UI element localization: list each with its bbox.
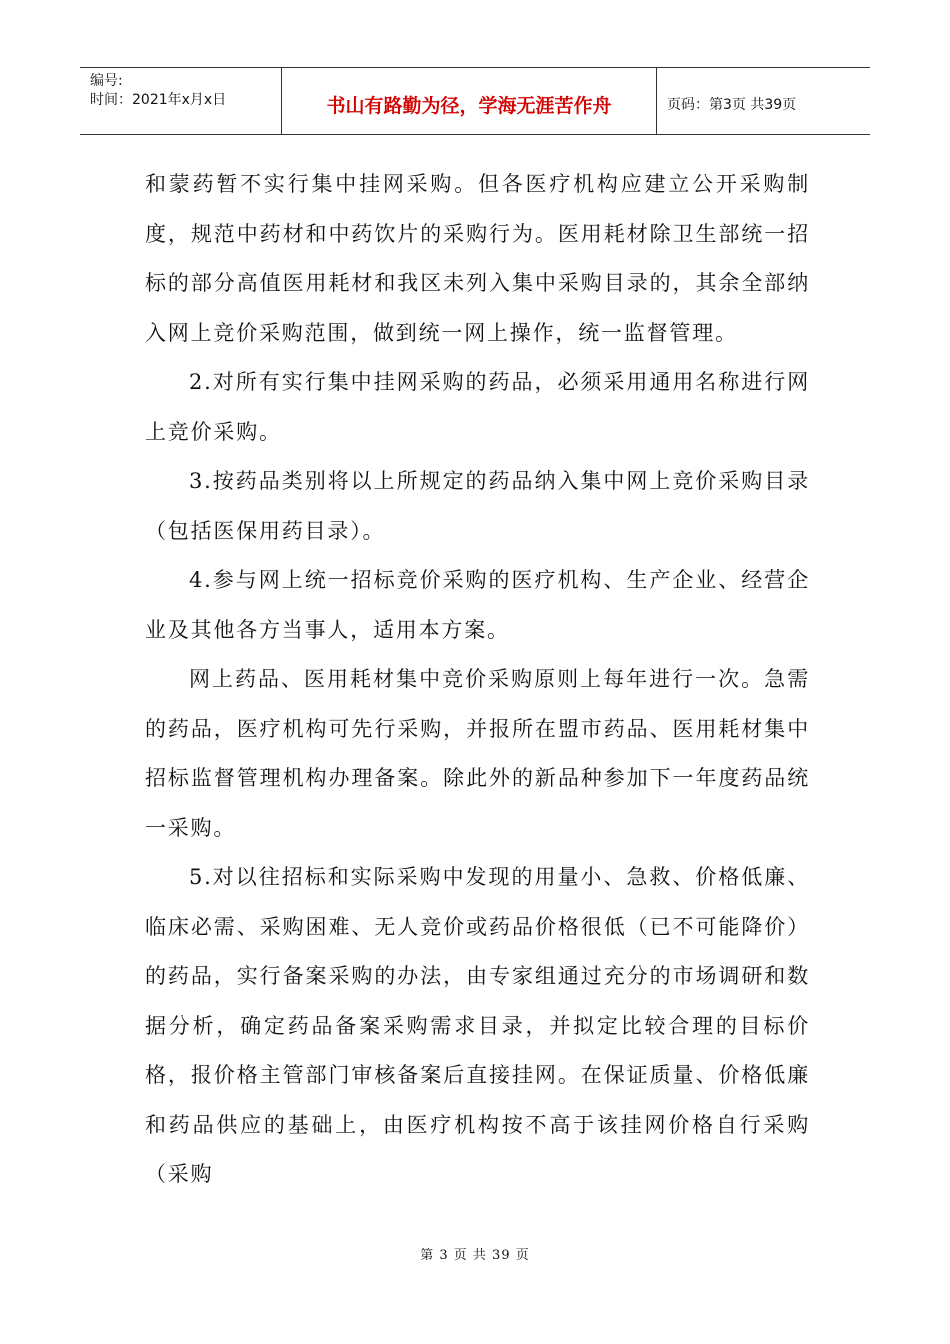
paragraph: 4.参与网上统一招标竞价采购的医疗机构、生产企业、经营企业及其他各方当事人，适用本方案。 [145, 568, 810, 642]
page-footer: 第 3 页 共 39 页 [420, 1248, 530, 1263]
header-motto: 书山有路勤为径，学海无涯苦作舟 [282, 68, 657, 134]
paragraph: 和蒙药暂不实行集中挂网采购。但各医疗机构应建立公开采购制度，规范中药材和中药饮片的采购行为。医用耗材除卫生部统一招标的部分高值医用耗材和我区未列入集中采购目录的，其余全部纳入网上竞价采购范围，做到统一网上操作，统一监督管理。 [145, 172, 810, 345]
header-meta [80, 68, 282, 134]
header-page-info: 页码：第3页 共39页 [667, 97, 797, 113]
page-header [80, 67, 870, 135]
paragraph: 5.对以往招标和实际采购中发现的用量小、急救、价格低廉、临床必需、采购困难、无人竞价或药品价格很低（已不可能降价）的药品，实行备案采购的办法，由专家组通过充分的市场调研和数据分析，确定药品备案采购需求目录，并拟定比较合理的目标价格，报价格主管部门审核备案后直接挂网。在保证质量、价格低廉和药品供应的基础上，由医疗机构按不高于该挂网价格自行采购（采购 [145, 865, 810, 1186]
date-label: 时间：2021年x月x日 [90, 92, 227, 108]
paragraph: 3.按药品类别将以上所规定的药品纳入集中网上竞价采购目录（包括医保用药目录）。 [145, 469, 810, 543]
paragraph: 2.对所有实行集中挂网采购的药品，必须采用通用名称进行网上竞价采购。 [145, 370, 810, 444]
document-body [145, 160, 810, 1200]
code-label: 编号: [90, 73, 123, 89]
paragraph: 网上药品、医用耗材集中竞价采购原则上每年进行一次。急需的药品，医疗机构可先行采购，并报所在盟市药品、医用耗材集中招标监督管理机构办理备案。除此外的新品种参加下一年度药品统一采购。 [145, 667, 810, 840]
